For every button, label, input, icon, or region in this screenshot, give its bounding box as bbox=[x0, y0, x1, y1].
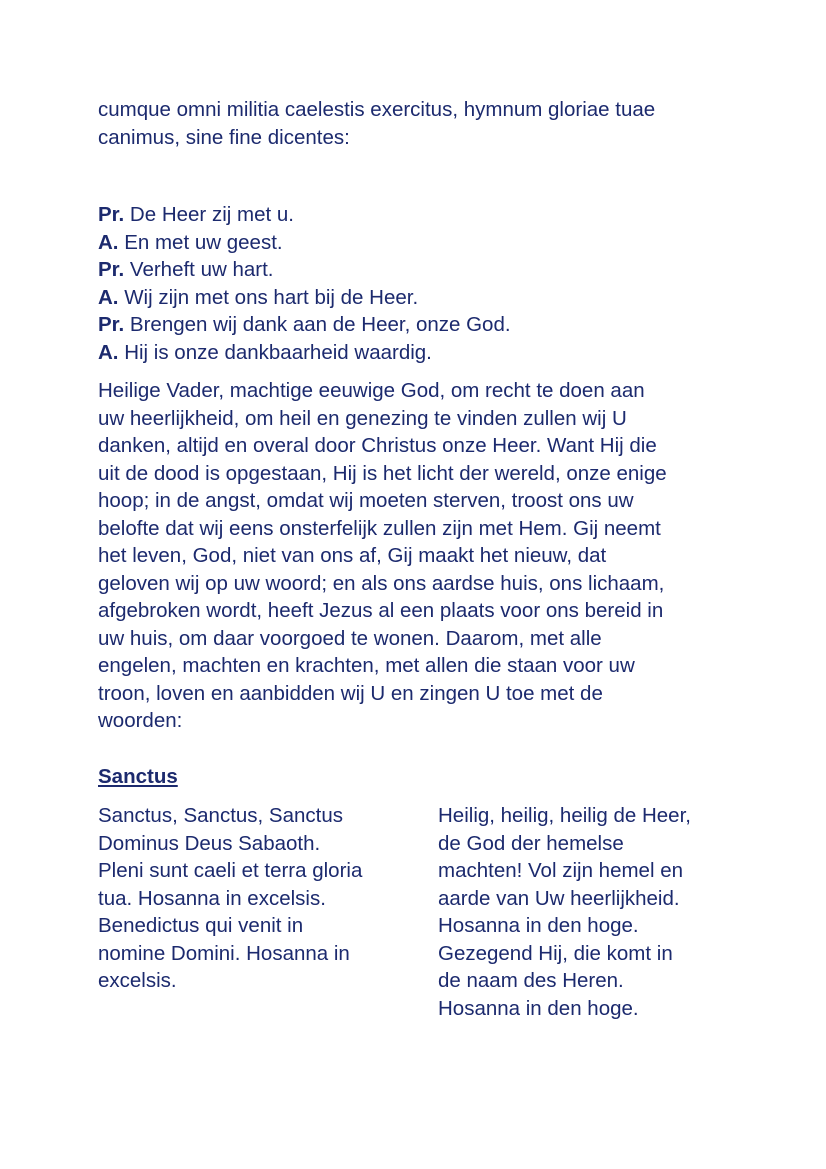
dialogue-line bbox=[98, 284, 738, 312]
sanctus-heading: Sanctus bbox=[98, 765, 178, 788]
latin-intro-paragraph bbox=[98, 96, 738, 151]
dutch-line: aarde van Uw heerlijkheid. bbox=[438, 886, 680, 910]
sanctus-latin-column bbox=[98, 802, 398, 995]
speaker-role: Pr. bbox=[98, 203, 125, 226]
prefatio-line: uw huis, om daar voorgoed te wonen. Daarom, met alle bbox=[98, 626, 602, 650]
dialogue-block bbox=[98, 201, 738, 366]
dialogue-line bbox=[98, 311, 738, 339]
dialogue-line bbox=[98, 339, 738, 367]
prefatio-line: woorden: bbox=[98, 709, 183, 732]
prefatio-line: geloven wij op uw woord; en als ons aardse huis, ons lichaam, bbox=[98, 571, 665, 595]
dutch-line: Hosanna in den hoge. bbox=[438, 996, 639, 1020]
speaker-role: Pr. bbox=[98, 313, 125, 336]
dialogue-text: De Heer zij met u. bbox=[124, 203, 294, 226]
dutch-line: Heilig, heilig, heilig de Heer, bbox=[438, 804, 691, 827]
intro-line: cumque omni militia caelestis exercitus, hymnum gloriae tuae bbox=[98, 98, 656, 121]
latin-line: Pleni sunt caeli et terra gloria bbox=[98, 859, 363, 882]
dutch-line: Gezegend Hij, die komt in bbox=[438, 941, 673, 965]
dutch-line: Hosanna in den hoge. bbox=[438, 914, 639, 937]
dutch-line: machten! Vol zijn hemel en bbox=[438, 859, 683, 882]
dialogue-line bbox=[98, 229, 738, 257]
prefatio-line: uit de dood is opgestaan, Hij is het licht der wereld, onze enige bbox=[98, 461, 667, 485]
latin-line: Dominus Deus Sabaoth. bbox=[98, 831, 321, 855]
dialogue-line bbox=[98, 256, 738, 284]
dialogue-text: Verheft uw hart. bbox=[124, 258, 274, 281]
prefatio-paragraph bbox=[98, 377, 728, 735]
prefatio-line: hoop; in de angst, omdat wij moeten sterven, troost ons uw bbox=[98, 489, 634, 512]
intro-line: canimus, sine fine dicentes: bbox=[98, 125, 350, 149]
prefatio-line: Heilige Vader, machtige eeuwige God, om recht te doen aan bbox=[98, 379, 645, 402]
latin-line: nomine Domini. Hosanna in bbox=[98, 941, 350, 965]
dialogue-text: En met uw geest. bbox=[118, 230, 283, 254]
dutch-line: de naam des Heren. bbox=[438, 969, 624, 992]
prefatio-line: danken, altijd en overal door Christus onze Heer. Want Hij die bbox=[98, 434, 657, 457]
prefatio-line: het leven, God, niet van ons af, Gij maakt het nieuw, dat bbox=[98, 544, 607, 567]
dialogue-text: Hij is onze dankbaarheid waardig. bbox=[118, 340, 432, 364]
prefatio-line: troon, loven en aanbidden wij U en zingen U toe met de bbox=[98, 681, 603, 705]
prefatio-line: afgebroken wordt, heeft Jezus al een plaats voor ons bereid in bbox=[98, 599, 664, 622]
speaker-role: A. bbox=[98, 285, 119, 309]
latin-line: tua. Hosanna in excelsis. bbox=[98, 886, 326, 910]
dialogue-line bbox=[98, 201, 738, 229]
prefatio-line: uw heerlijkheid, om heil en genezing te vinden zullen wij U bbox=[98, 406, 627, 430]
speaker-role: Pr. bbox=[98, 258, 125, 281]
speaker-role: A. bbox=[98, 340, 119, 364]
latin-line: excelsis. bbox=[98, 969, 177, 992]
latin-line: Sanctus, Sanctus, Sanctus bbox=[98, 804, 343, 827]
dialogue-text: Brengen wij dank aan de Heer, onze God. bbox=[124, 313, 511, 336]
dutch-line: de God der hemelse bbox=[438, 831, 624, 855]
latin-line: Benedictus qui venit in bbox=[98, 914, 304, 937]
dialogue-text: Wij zijn met ons hart bij de Heer. bbox=[118, 285, 419, 309]
speaker-role: A. bbox=[98, 230, 119, 254]
sanctus-dutch-column bbox=[438, 802, 728, 1022]
prefatio-line: engelen, machten en krachten, met allen die staan voor uw bbox=[98, 654, 635, 677]
prefatio-line: belofte dat wij eens onsterfelijk zullen zijn met Hem. Gij neemt bbox=[98, 516, 661, 540]
